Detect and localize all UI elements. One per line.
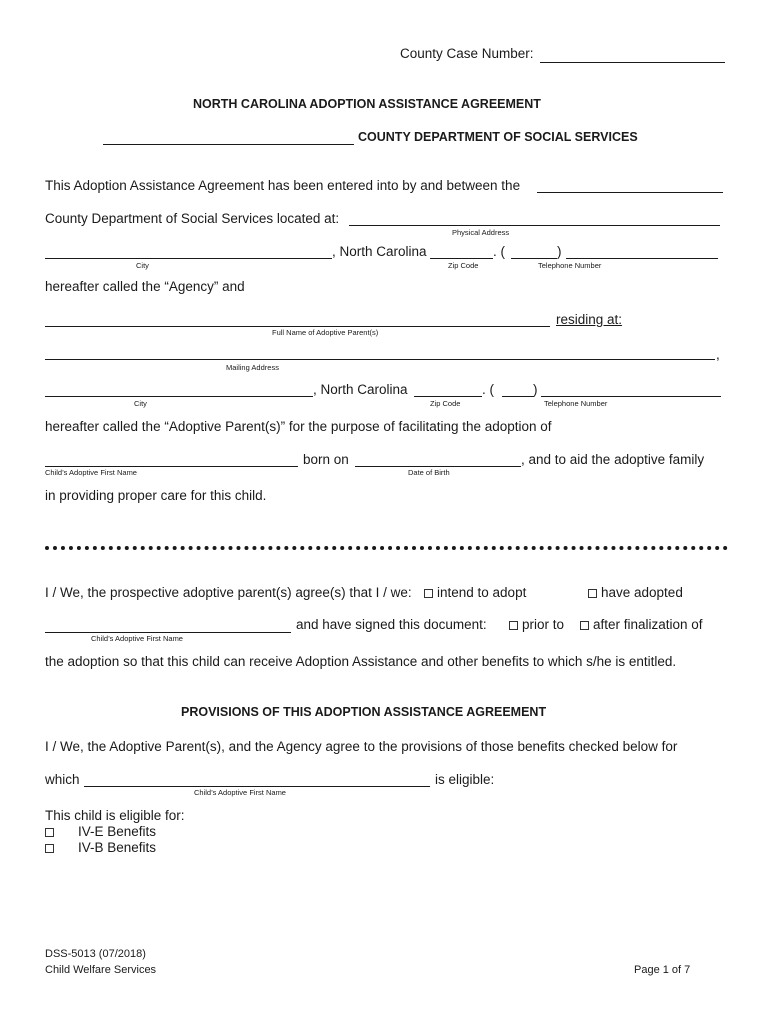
parent-paren-close: ) [533,382,538,397]
parent-phone-input[interactable] [542,379,720,395]
after-finalization-option[interactable] [580,617,703,632]
hereafter-agency: hereafter called the “Agency” and [45,279,245,294]
provisions-child-name-line [84,786,430,787]
agency-zip-input[interactable] [431,241,492,257]
eligible-for-label: This child is eligible for: [45,808,185,823]
prior-to-checkbox[interactable] [509,621,518,630]
zip-caption: Zip Code [448,261,479,270]
page-number: Page 1 of 7 [634,964,691,976]
prior-to-label: prior to [522,617,565,632]
born-on-label: born on [303,452,349,467]
child-name-line [45,466,298,467]
parent-city-caption: City [134,399,147,408]
page-title: NORTH CAROLINA ADOPTION ASSISTANCE AGREEMENT [193,97,541,111]
dob-line [355,466,521,467]
comma: , [716,347,720,362]
north-carolina-label: , North Carolina [332,244,427,259]
full-name-caption: Full Name of Adoptive Parent(s) [272,328,379,337]
provisions-child-name-input[interactable] [85,769,429,785]
county-name-line [103,144,354,145]
dept-label: COUNTY DEPARTMENT OF SOCIAL SERVICES [358,130,638,144]
have-adopted-label: have adopted [601,585,683,600]
parent-zip-caption: Zip Code [430,399,461,408]
parent-area-code-line [502,396,534,397]
have-adopted-checkbox[interactable] [588,589,597,598]
agency-phone-line [566,258,718,259]
agency-phone-input[interactable] [567,241,717,257]
residing-at-label: residing at: [556,312,623,327]
prior-to-option[interactable] [509,617,564,632]
intend-to-adopt-option[interactable] [424,585,526,600]
provisions-child-caption: Child’s Adoptive First Name [194,788,286,797]
agency-zip-line [430,258,493,259]
iv-e-checkbox[interactable] [45,828,54,837]
intend-to-adopt-checkbox[interactable] [424,589,433,598]
mailing-address-input[interactable] [46,342,714,358]
agency-city-input[interactable] [46,241,331,257]
county-line [537,192,723,193]
iv-e-label: IV-E Benefits [78,824,157,839]
child-name-input[interactable] [46,449,297,465]
have-signed-label: and have signed this document: [296,617,487,632]
we-agree-text: I / We, the prospective adoptive parent(s) agree(s) that I / we: [45,585,412,600]
agreement-child-caption: Child’s Adoptive First Name [91,634,183,643]
agency-city-line [45,258,332,259]
physical-address-input[interactable] [350,208,719,224]
so-that-text: the adoption so that this child can receive Adoption Assistance and other benefits to which s/he is entitled. [45,654,677,669]
agreement-intro: This Adoption Assistance Agreement has been entered into by and between the [45,178,521,193]
child-name-caption: Child’s Adoptive First Name [45,468,137,477]
case-number-input[interactable] [541,45,724,61]
parent-zip-input[interactable] [415,379,481,395]
physical-address-caption: Physical Address [452,228,510,237]
mailing-address-line [45,359,715,360]
paren-close: ) [557,244,562,259]
parent-north-carolina-label: , North Carolina [313,382,408,397]
parent-phone-caption: Telephone Number [544,399,608,408]
city-caption: City [136,261,149,270]
dob-caption: Date of Birth [408,468,450,477]
parent-name-line [45,326,550,327]
county-name-input[interactable] [104,127,353,143]
case-number-line [540,62,725,63]
parent-area-code-input[interactable] [503,379,533,395]
case-number-label: County Case Number: [400,46,534,61]
physical-address-line [349,225,720,226]
agency-area-code-line [511,258,557,259]
is-eligible-label: is eligible: [435,772,495,787]
county-input[interactable] [538,175,722,191]
provisions-heading: PROVISIONS OF THIS ADOPTION ASSISTANCE AGREEMENT [181,705,547,719]
iv-b-checkbox[interactable] [45,844,54,853]
section-divider [45,546,728,550]
iv-b-option[interactable] [45,840,156,855]
parent-zip-line [414,396,482,397]
agreement-child-name-line [45,632,291,633]
located-at-label: County Department of Social Services located at: [45,211,340,226]
phone-caption: Telephone Number [538,261,602,270]
paren-open: . ( [493,244,505,259]
iv-b-label: IV-B Benefits [78,840,157,855]
provisions-intro: I / We, the Adoptive Parent(s), and the Agency agree to the provisions of those benefits checked below for [45,739,678,754]
intend-to-adopt-label: intend to adopt [437,585,527,600]
have-adopted-option[interactable] [588,585,683,600]
hereafter-parents: hereafter called the “Adoptive Parent(s)” for the purpose of facilitating the adoption of [45,419,552,434]
aid-family-label: , and to aid the adoptive family [521,452,705,467]
after-finalization-label: after finalization of [593,617,703,632]
iv-e-option[interactable] [45,824,156,839]
mailing-caption: Mailing Address [226,363,279,372]
form-id: DSS-5013 (07/2018) [45,948,146,960]
agreement-child-name-input[interactable] [46,615,290,631]
parent-name-input[interactable] [46,309,549,325]
which-label: which [45,772,80,787]
parent-city-input[interactable] [46,379,312,395]
dob-input[interactable] [356,449,520,465]
parent-city-line [45,396,313,397]
division-label: Child Welfare Services [45,964,157,976]
after-finalization-checkbox[interactable] [580,621,589,630]
agency-area-code-input[interactable] [512,241,556,257]
parent-phone-line [541,396,721,397]
parent-paren-open: . ( [482,382,494,397]
proper-care-text: in providing proper care for this child. [45,488,267,503]
